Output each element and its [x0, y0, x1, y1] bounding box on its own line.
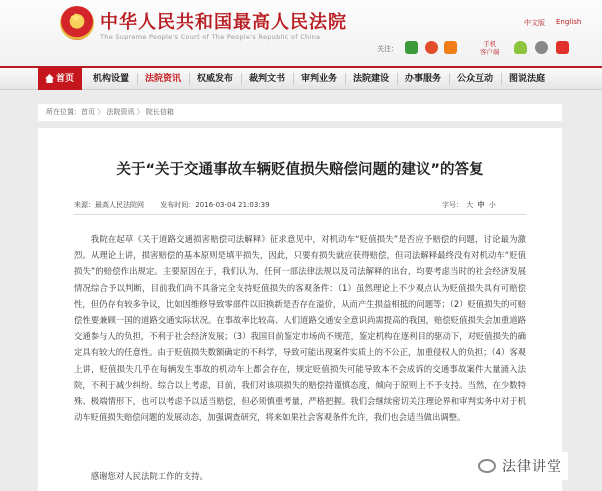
windows-icon[interactable]	[556, 41, 569, 54]
nav-services[interactable]: 办事服务	[404, 74, 441, 84]
nav-divider	[189, 73, 190, 85]
home-icon	[45, 74, 54, 83]
national-emblem-logo[interactable]	[60, 6, 94, 40]
font-size-small-button[interactable]: 小	[488, 201, 496, 209]
site-header	[0, 0, 602, 66]
nav-releases[interactable]: 权威发布	[196, 74, 233, 84]
divider	[74, 214, 526, 215]
article-card	[38, 128, 562, 491]
breadcrumb: 所在位置：首页 〉 法院资讯 〉 院长信箱	[38, 104, 562, 121]
chat-bubble-icon	[478, 459, 496, 473]
nav-label: 首页	[55, 74, 74, 84]
nav-interaction[interactable]: 公众互动	[456, 74, 493, 84]
nav-judgments[interactable]: 裁判文书	[248, 74, 285, 84]
lang-chinese-link[interactable]: 中文版	[524, 19, 545, 27]
nav-court-pictures[interactable]: 图说法庭	[508, 74, 545, 84]
lang-english-link[interactable]: English	[556, 18, 582, 26]
site-title[interactable]: 中华人民共和国最高人民法院	[100, 12, 347, 33]
apple-icon[interactable]	[535, 41, 548, 54]
wechat-icon[interactable]	[405, 41, 418, 54]
nav-court-building[interactable]: 法院建设	[352, 74, 389, 84]
nav-divider	[293, 73, 294, 85]
android-icon[interactable]	[514, 41, 527, 54]
nav-trial[interactable]: 审判业务	[300, 74, 337, 84]
nav-divider	[345, 73, 346, 85]
font-size-medium-button[interactable]: 中	[477, 201, 485, 209]
nav-divider	[137, 73, 138, 85]
nav-divider	[501, 73, 502, 85]
nav-divider	[449, 73, 450, 85]
font-size-control	[442, 200, 497, 210]
nav-news[interactable]: 法院资讯	[144, 74, 181, 84]
main-nav	[0, 66, 602, 90]
mobile-label-line-2: 客户端	[480, 48, 500, 56]
mobile-client-label	[480, 40, 500, 56]
article-source: 来源：最高人民法院网	[74, 201, 144, 209]
mobile-label-line-1: 手机	[483, 40, 497, 48]
font-size-label: 字号：	[442, 201, 463, 209]
nav-org[interactable]: 机构设置	[92, 74, 129, 84]
watermark	[472, 452, 568, 480]
watermark-text: 法律讲堂	[502, 459, 562, 475]
follow-label: 关注：	[377, 45, 398, 53]
nav-divider	[397, 73, 398, 85]
article-body: 我院在起草《关于道路交通损害赔偿司法解释》征求意见中，对机动车“贬值损失”是否应予赔偿的问题，讨论最为激烈。从理论上讲，损害赔偿的基本原则是填平损失，因此，只要有损失就应获得赔偿，但司法解释最终没有对机动车“贬值损失”的赔偿作出规定。主要原因在于，我们认为，任何一部法律法规以及司法解释的出台，均要考虑当时的社会经济发展情况综合予以判断，目前我们尚不具备完全支持贬值损失的客观条件：（1）虽然理论上不少观点认为贬值损失具有可赔偿性，但仍存有较多争议，比如因维修导致零部件以旧换新是否存在溢价，从而产生损益相抵的问题等；（2）贬值损失的可赔偿性要兼顾一国的道路交通实际状况。在事故率比较高、人们道路交通安全意识尚需提高的我国，赔偿贬值损失会加重道路交通参与人的负担，不利于社会经济发展；（3）我国目前鉴定市场尚不规范，鉴定机构在逐利目的驱动下，对贬值损失的确定具有较大的任意性。由于贬值损失数额确定的不科学，导致可能出现案件实质上的不公正，加重侵权人的负担；（4）客观上讲，贬值损失几乎在每辆发生事故的机动车上都会存在，规定贬值损失可能导致本不会成诉的交通事故案件大量涌入法院，不利于减少纠纷。综合以上考虑，目前，我们对该项损失的赔偿持谨慎态度，倾向于原则上不予支持。当然，在少数特殊、极端情形下，也可以考虑予以适当赔偿，但必须慎重考量，严格把握。我们会继续密切关注理论界和审判实务中对于机动车贬值损失赔偿问题的发展动态，加强调查研究，将来如果社会客观条件允许，我们也会适当做出调整。	[74, 234, 526, 423]
nav-divider	[241, 73, 242, 85]
nav-home[interactable]	[38, 68, 82, 90]
article-title: 关于“关于交通事故车辆贬值损失赔偿问题的建议”的答复	[116, 162, 484, 178]
site-subtitle: The Supreme People's Court of The People's Republic of China	[100, 33, 321, 41]
font-size-large-button[interactable]: 大	[466, 201, 474, 209]
weibo-icon[interactable]	[425, 41, 438, 54]
article-meta	[74, 200, 284, 210]
article-closing: 感谢您对人民法院工作的支持。	[90, 471, 209, 481]
rss-icon[interactable]	[444, 41, 457, 54]
article-publish-time: 发布时间：2016-03-04 21:03:39	[160, 201, 270, 209]
